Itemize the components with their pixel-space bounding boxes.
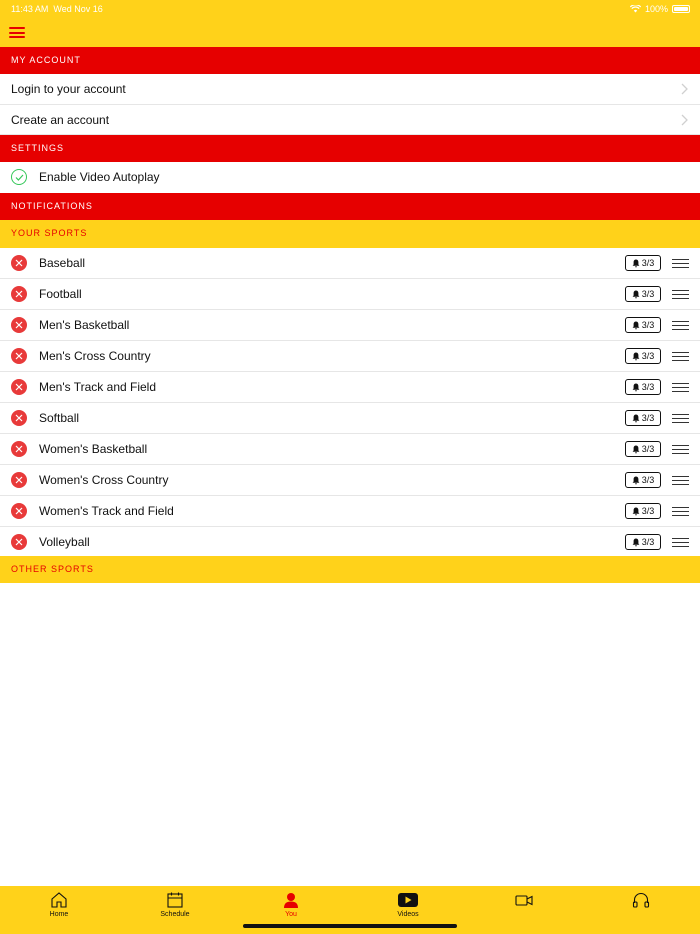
menu-icon[interactable] [9,27,25,38]
home-icon [50,891,68,909]
badge-count: 3/3 [641,413,655,423]
remove-circle-icon[interactable] [11,348,27,364]
section-other-sports: OTHER SPORTS [0,556,700,583]
badge-count: 3/3 [641,444,655,454]
bell-icon [632,259,640,268]
sport-name: Volleyball [39,535,90,549]
tab-you-label: You [285,911,297,918]
person-icon [282,891,300,909]
sport-row[interactable] [0,496,700,527]
section-your-sports: YOUR SPORTS [0,220,700,248]
sport-row[interactable] [0,341,700,372]
tab-home[interactable] [19,886,99,934]
sport-name: Women's Track and Field [39,504,174,518]
status-bar [0,0,700,18]
bell-icon [632,352,640,361]
remove-circle-icon[interactable] [11,286,27,302]
notification-badge[interactable] [625,534,661,550]
sport-row[interactable] [0,310,700,341]
badge-count: 3/3 [641,351,655,361]
section-settings: SETTINGS [0,135,700,162]
tab-schedule[interactable] [135,886,215,934]
notification-badge[interactable] [625,472,661,488]
status-date: Wed Nov 16 [53,4,103,14]
remove-circle-icon[interactable] [11,255,27,271]
notification-badge[interactable] [625,379,661,395]
video-camera-icon [515,891,533,909]
badge-count: 3/3 [641,506,655,516]
battery-percent: 100% [644,4,668,14]
status-right [630,4,690,14]
play-icon [397,891,419,909]
notification-badge[interactable] [625,317,661,333]
sport-row[interactable] [0,434,700,465]
bell-icon [632,476,640,485]
drag-handle-icon[interactable] [672,445,689,454]
section-notifications: NOTIFICATIONS [0,193,700,220]
tab-videos-label: Videos [397,911,419,918]
section-my-account: MY ACCOUNT [0,47,700,74]
check-circle-icon[interactable] [11,169,27,185]
sport-row[interactable] [0,248,700,279]
notification-badge[interactable] [625,410,661,426]
badge-count: 3/3 [641,289,655,299]
badge-count: 3/3 [641,320,655,330]
notification-badge[interactable] [625,286,661,302]
bell-icon [632,445,640,454]
notification-badge[interactable] [625,348,661,364]
drag-handle-icon[interactable] [672,259,689,268]
badge-count: 3/3 [641,258,655,268]
sport-name: Women's Basketball [39,442,148,456]
status-time: 11:43 AM [11,4,49,14]
tab-live-video[interactable] [484,886,564,934]
sport-row[interactable] [0,527,700,558]
notification-badge[interactable] [625,441,661,457]
bell-icon [632,383,640,392]
remove-circle-icon[interactable] [11,534,27,550]
remove-circle-icon[interactable] [11,503,27,519]
status-time-date [11,4,103,14]
bell-icon [632,290,640,299]
create-account-label: Create an account [11,113,110,127]
drag-handle-icon[interactable] [672,476,689,485]
drag-handle-icon[interactable] [672,383,689,392]
sport-row[interactable] [0,279,700,310]
bell-icon [632,321,640,330]
drag-handle-icon[interactable] [672,414,689,423]
bell-icon [632,538,640,547]
chevron-right-icon [680,114,688,126]
sport-row[interactable] [0,465,700,496]
sport-name: Baseball [39,256,86,270]
sport-row[interactable] [0,403,700,434]
battery-icon [672,5,690,13]
badge-count: 3/3 [641,475,655,485]
home-indicator [243,924,457,928]
drag-handle-icon[interactable] [672,538,689,547]
login-row[interactable] [0,74,700,105]
chevron-right-icon [680,83,688,95]
sport-name: Softball [39,411,80,425]
sport-name: Football [39,287,82,301]
notification-badge[interactable] [625,255,661,271]
remove-circle-icon[interactable] [11,472,27,488]
create-account-row[interactable] [0,105,700,135]
sport-name: Men's Basketball [39,318,130,332]
remove-circle-icon[interactable] [11,410,27,426]
calendar-icon [166,891,184,909]
drag-handle-icon[interactable] [672,290,689,299]
remove-circle-icon[interactable] [11,317,27,333]
bell-icon [632,507,640,516]
tab-schedule-label: Schedule [160,911,190,918]
autoplay-row[interactable] [0,162,700,193]
sport-name: Men's Track and Field [39,380,157,394]
sport-name: Women's Cross Country [39,473,169,487]
autoplay-label: Enable Video Autoplay [39,170,160,184]
sport-row[interactable] [0,372,700,403]
nav-bar [0,18,700,47]
badge-count: 3/3 [641,537,655,547]
remove-circle-icon[interactable] [11,441,27,457]
login-label: Login to your account [11,82,126,96]
tab-home-label: Home [49,911,69,918]
tab-audio[interactable] [601,886,681,934]
badge-count: 3/3 [641,382,655,392]
drag-handle-icon[interactable] [672,352,689,361]
sport-name: Men's Cross Country [39,349,151,363]
drag-handle-icon[interactable] [672,321,689,330]
wifi-icon [630,5,641,13]
remove-circle-icon[interactable] [11,379,27,395]
drag-handle-icon[interactable] [672,507,689,516]
notification-badge[interactable] [625,503,661,519]
headphones-icon [632,891,650,909]
bell-icon [632,414,640,423]
